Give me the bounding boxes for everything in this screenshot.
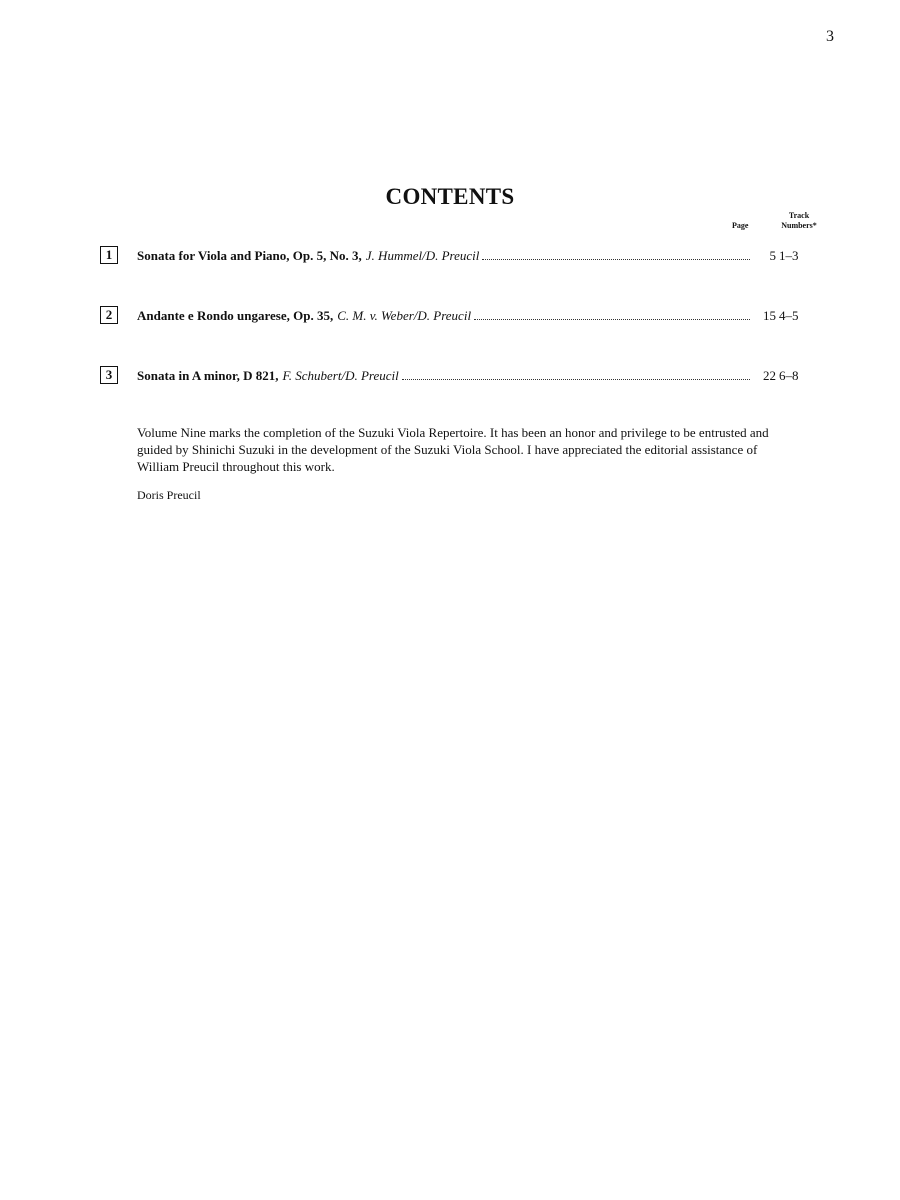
page-number: 3 [826, 28, 834, 45]
entry-tracks: 1–3 [779, 248, 799, 263]
entry-number-box: 2 [100, 306, 118, 324]
entry-page: 5 [769, 248, 776, 263]
entry-tracks: 4–5 [779, 308, 799, 323]
entry-composer: C. M. v. Weber/D. Preucil [337, 308, 472, 323]
dot-leader [482, 258, 750, 260]
entry-tracks: 6–8 [779, 368, 799, 383]
track-header-line2: Numbers* [781, 221, 817, 230]
entry-text [137, 368, 751, 384]
entry-number-box: 1 [100, 246, 118, 264]
entry-composer: J. Hummel/D. Preucil [365, 248, 480, 263]
entry-text [137, 308, 751, 324]
entry-number-box: 3 [100, 366, 118, 384]
dot-leader [474, 318, 750, 320]
contents-entry-2[interactable] [100, 306, 830, 328]
contents-entry-1[interactable] [100, 246, 830, 268]
entry-page: 22 [763, 368, 776, 383]
editor-note: Volume Nine marks the completion of the Suzuki Viola Repertoire. It has been an honor and privilege to be entrusted and guided by Shinichi Suzuki in the development of the Suzuki Viola School. I have appreciated the editorial assistance of William Preucil throughout this work. [137, 425, 769, 474]
page-title: CONTENTS [385, 184, 515, 209]
dot-leader [402, 378, 750, 380]
entry-text [137, 248, 751, 264]
track-header-line1: Track [788, 211, 810, 220]
entry-title: Sonata for Viola and Piano, Op. 5, No. 3, [137, 248, 362, 263]
entry-title: Andante e Rondo ungarese, Op. 35, [137, 308, 334, 323]
entry-page: 15 [763, 308, 776, 323]
track-column-header [772, 211, 826, 231]
entry-title: Sonata in A minor, D 821, [137, 368, 279, 383]
signature: Doris Preucil [137, 488, 201, 502]
entry-composer: F. Schubert/D. Preucil [282, 368, 399, 383]
page-column-header: Page [732, 221, 749, 230]
contents-entry-3[interactable] [100, 366, 830, 388]
